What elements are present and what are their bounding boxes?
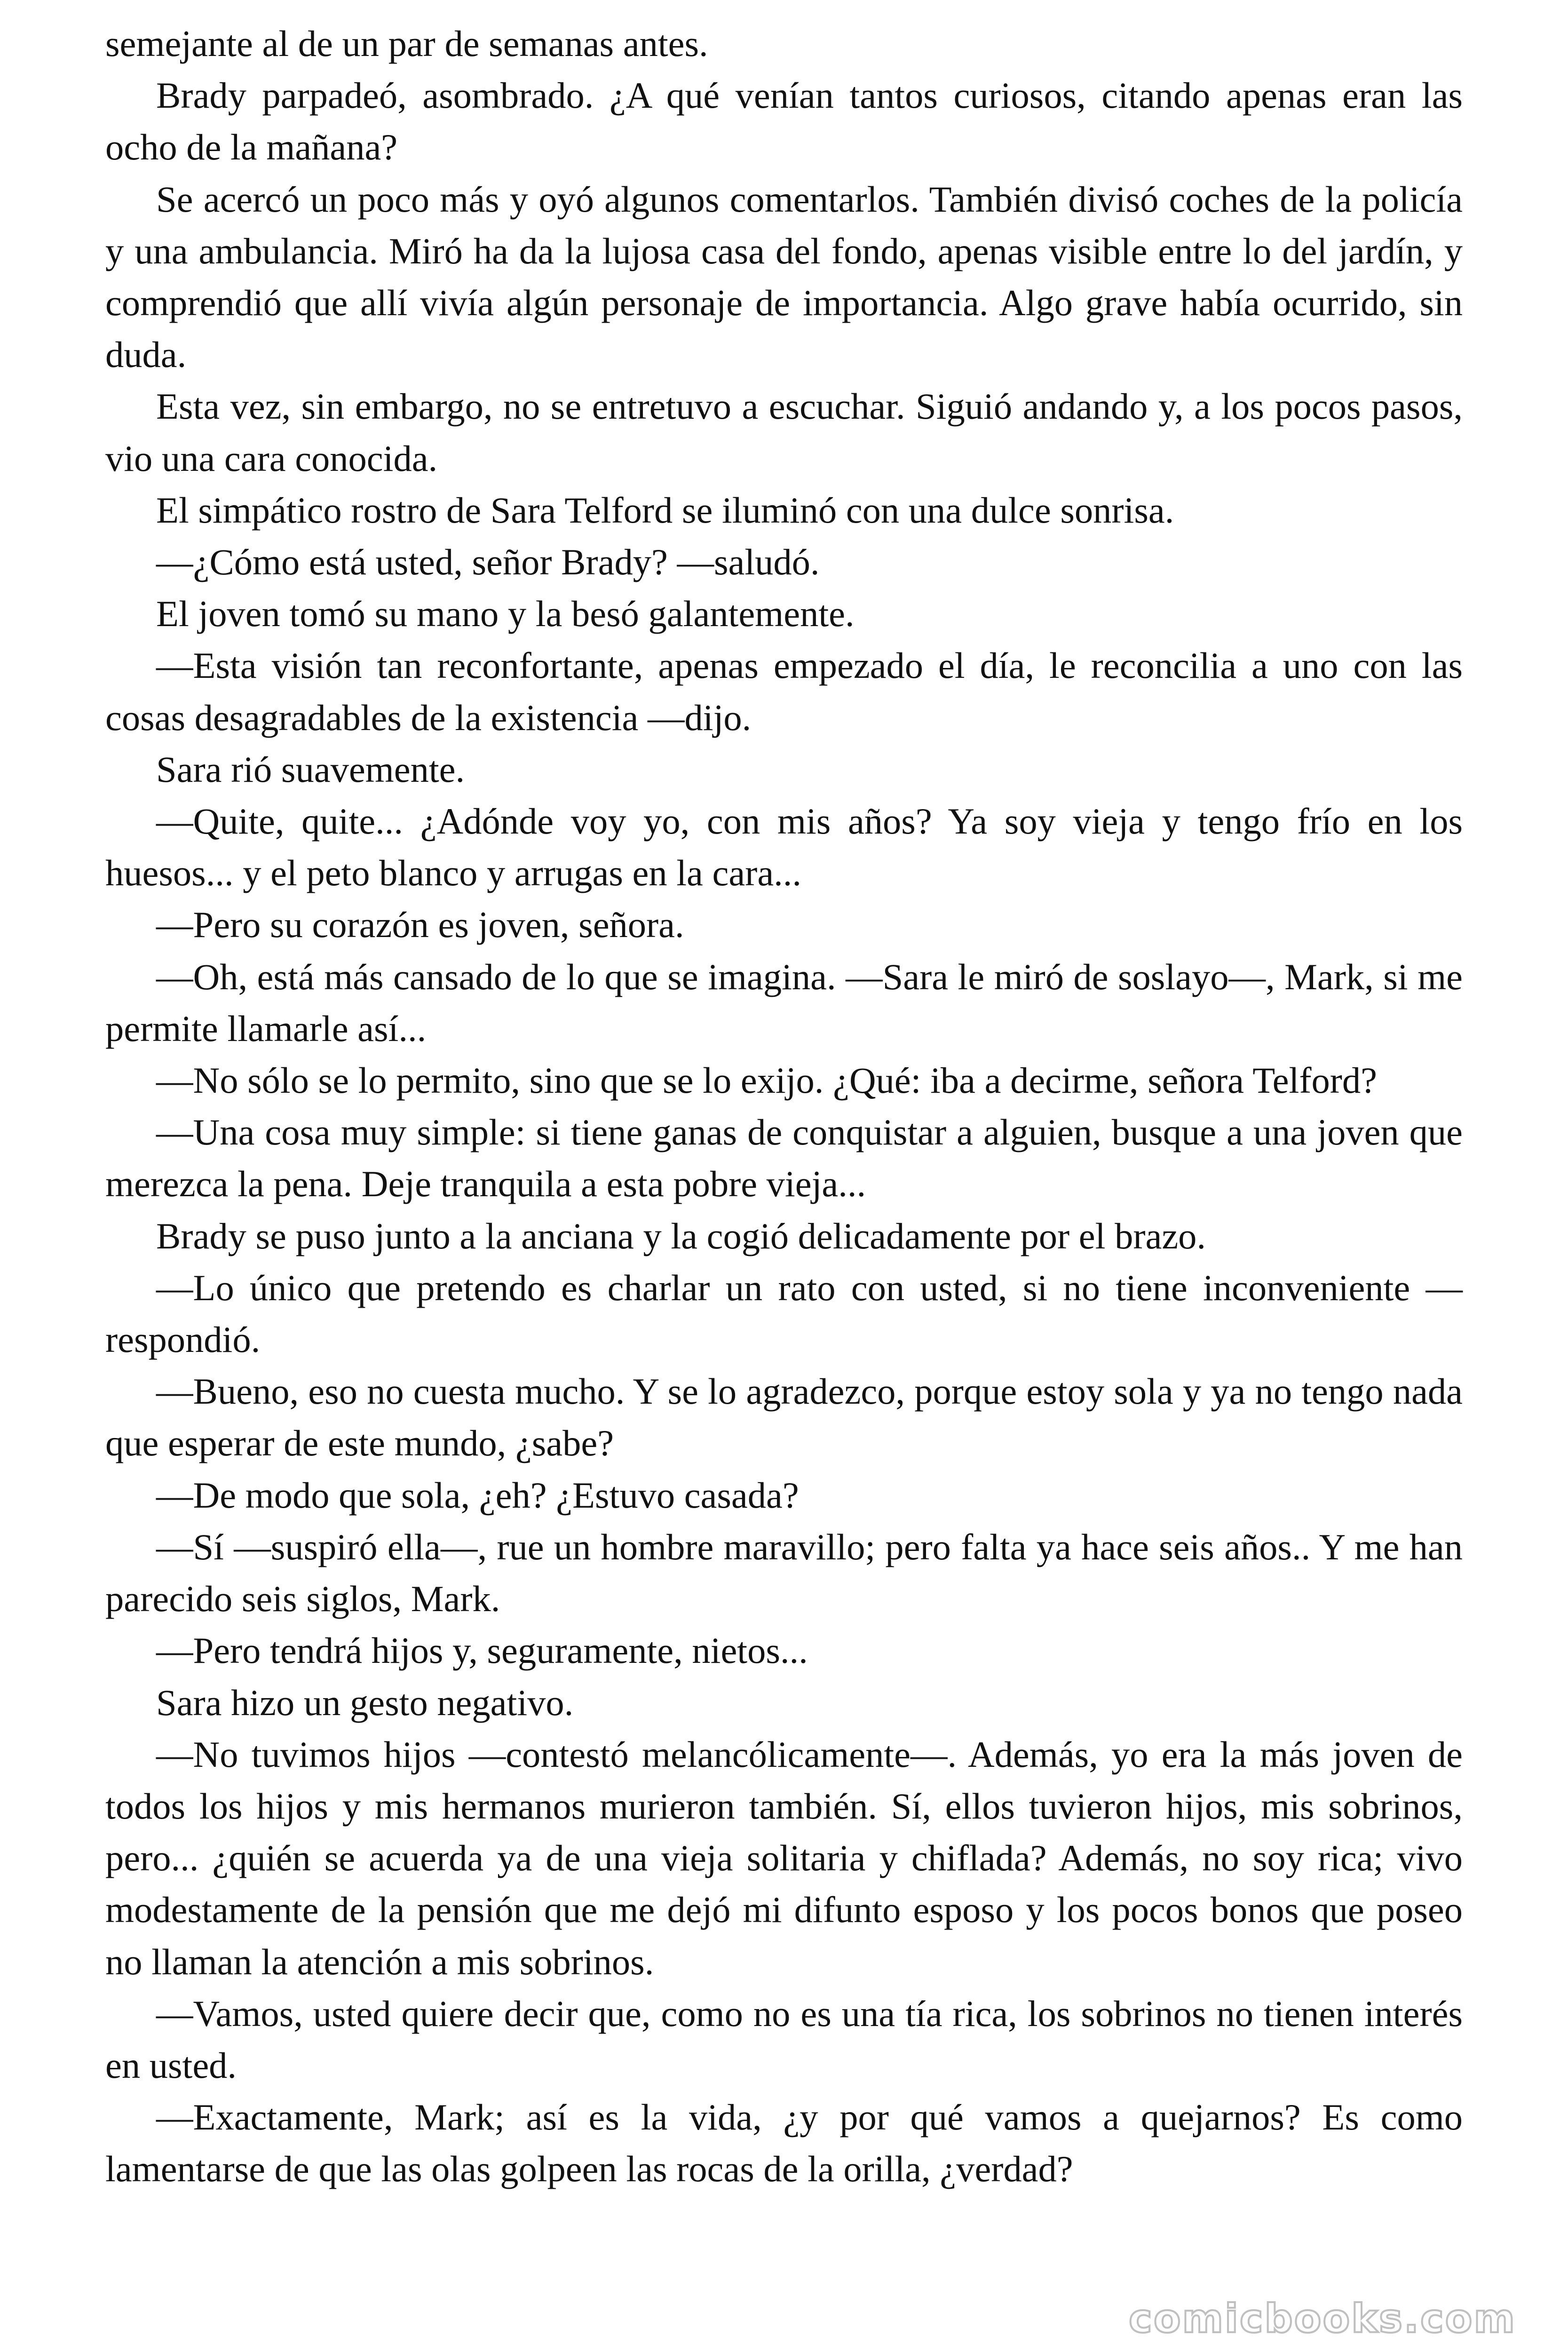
paragraph: —Pero tendrá hijos y, seguramente, nietos... xyxy=(156,1630,808,1671)
paragraph: —Esta visión tan reconfortante, apenas empezado el día, le reconcilia a uno con las cosas desagradables de la existencia —dijo. xyxy=(105,645,1463,738)
paragraph: —Una cosa muy simple: si tiene ganas de conquistar a alguien, busque a una joven que merezca la pena. Deje tranquila a esta pobre vieja... xyxy=(105,1112,1463,1205)
paragraph: —No sólo se lo permito, sino que se lo exijo. ¿Qué: iba a decirme, señora Telford? xyxy=(156,1060,1377,1101)
watermark-logo: comicbooks.com xyxy=(1129,2296,1516,2342)
paragraph: —Lo único que pretendo es charlar un rato con usted, si no tiene inconveniente —respondió. xyxy=(105,1267,1463,1360)
paragraph: —Sí —suspiró ella—, rue un hombre maravillo; pero falta ya hace seis años.. Y me han parecido seis siglos, Mark. xyxy=(105,1526,1463,1620)
paragraph: —Bueno, eso no cuesta mucho. Y se lo agradezco, porque estoy sola y ya no tengo nada que esperar de este mundo, ¿sabe? xyxy=(105,1371,1463,1464)
paragraph: —Oh, está más cansado de lo que se imagina. —Sara le miró de soslayo—, Mark, si me permite llamarle así... xyxy=(105,956,1463,1049)
page-body xyxy=(105,18,1463,2195)
paragraph: —No tuvimos hijos —contestó melancólicamente—. Además, yo era la más joven de todos los hijos y mis hermanos murieron también. Sí, ellos tuvieron hijos, mis sobrinos, pero... ¿quién se acuerda ya de una vieja solitaria y chiflada? Además, no soy rica; vivo modestamente de la pensión que me dejó mi difunto esposo y los pocos bonos que poseo no llaman la atención a mis sobrinos. xyxy=(105,1733,1463,1982)
paragraph: Sara rió suavemente. xyxy=(156,748,465,790)
paragraph: Brady parpadeó, asombrado. ¿A qué venían tantos curiosos, citando apenas eran las ocho de la mañana? xyxy=(105,75,1463,168)
paragraph: El joven tomó su mano y la besó galantemente. xyxy=(156,593,855,635)
paragraph: Se acercó un poco más y oyó algunos comentarlos. También divisó coches de la policía y una ambulancia. Miró ha da la lujosa casa del fondo, apenas visible entre lo del jardín, y comprendió que allí vivía algún personaje de importancia. Algo grave había ocurrido, sin duda. xyxy=(105,178,1463,375)
paragraph: —Vamos, usted quiere decir que, como no es una tía rica, los sobrinos no tienen interés en usted. xyxy=(105,1993,1463,2086)
paragraph: Sara hizo un gesto negativo. xyxy=(156,1682,574,1723)
paragraph: Esta vez, sin embargo, no se entretuvo a escuchar. Siguió andando y, a los pocos pasos, vio una cara conocida. xyxy=(105,386,1463,479)
paragraph: —¿Cómo está usted, señor Brady? —saludó. xyxy=(156,541,820,583)
paragraph: —De modo que sola, ¿eh? ¿Estuvo casada? xyxy=(156,1474,799,1516)
paragraph: —Exactamente, Mark; así es la vida, ¿y por qué vamos a quejarnos? Es como lamentarse de que las olas golpeen las rocas de la orilla, ¿verdad? xyxy=(105,2097,1463,2190)
paragraph: —Quite, quite... ¿Adónde voy yo, con mis años? Ya soy vieja y tengo frío en los huesos... y el peto blanco y arrugas en la cara... xyxy=(105,801,1463,894)
paragraph: semejante al de un par de semanas antes. xyxy=(105,23,708,64)
paragraph: Brady se puso junto a la anciana y la cogió delicadamente por el brazo. xyxy=(156,1215,1206,1256)
paragraph: —Pero su corazón es joven, señora. xyxy=(156,904,684,946)
paragraph: El simpático rostro de Sara Telford se iluminó con una dulce sonrisa. xyxy=(156,489,1174,531)
